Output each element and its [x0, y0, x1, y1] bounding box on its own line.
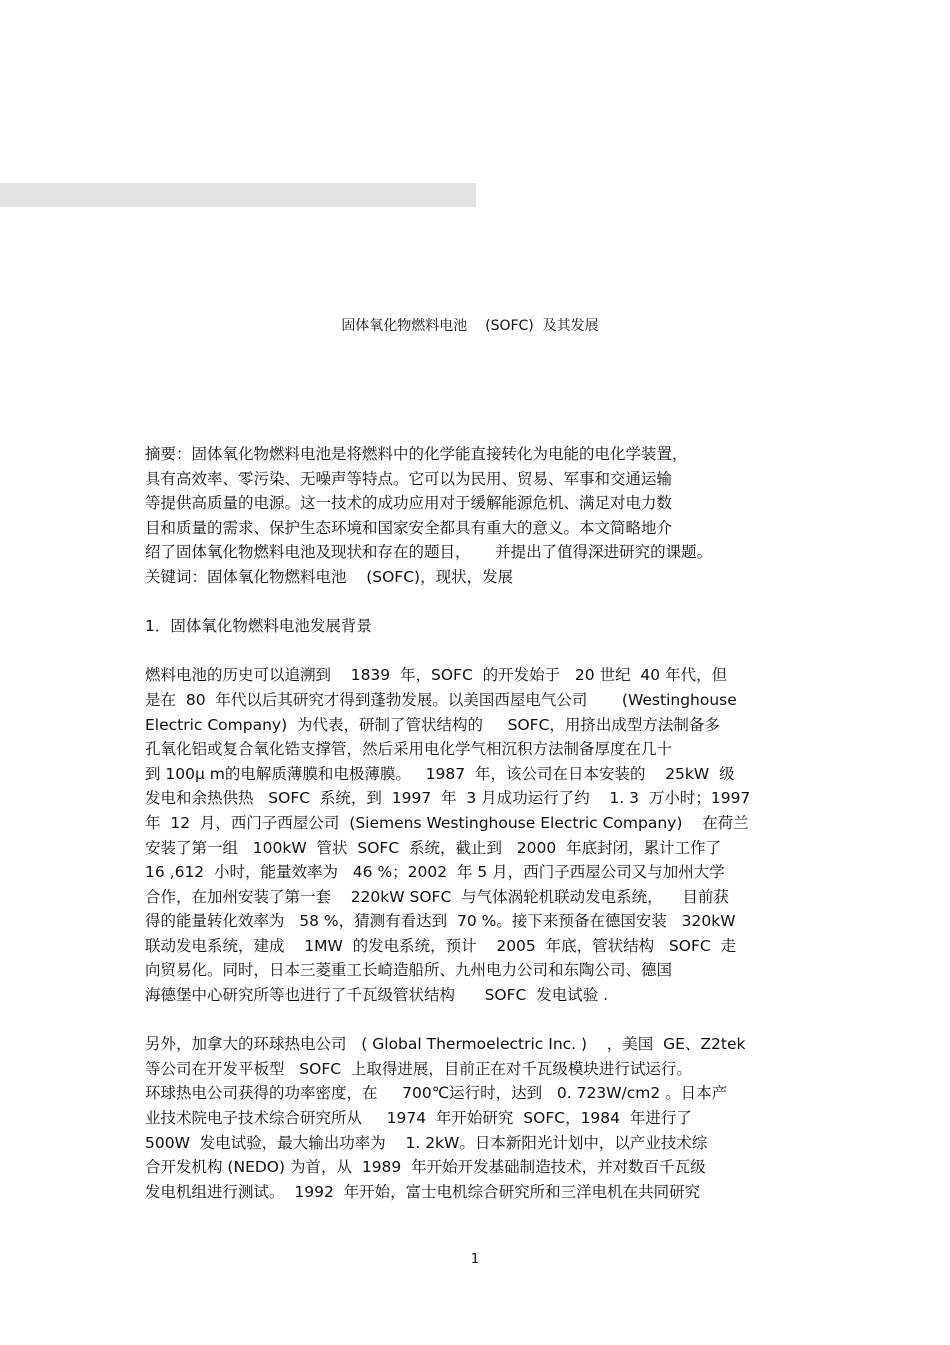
paragraph-planar	[145, 1032, 805, 1204]
paragraph-history	[145, 663, 805, 1007]
paragraph-line: 是在 80 年代以后其研究才得到蓬勃发展。以美国西屋电气公司 (Westinghouse	[145, 690, 737, 709]
spacer	[145, 639, 805, 664]
paragraph-line: 发电机组进行测试。 1992 年开始，富士电机综合研究所和三洋电机在共同研究	[145, 1182, 701, 1201]
paragraph-line: 发电和余热供热 SOFC 系统，到 1997 年 3 月成功运行了约 1. 3 万小时；1997	[145, 789, 751, 808]
paragraph-line: 合作，在加州安装了第一套 220kW SOFC 与气体涡轮机联动发电系统， 目前获	[145, 887, 729, 906]
paragraph-line: 安装了第一组 100kW 管状 SOFC 系统，截止到 2000 年底封闭，累计工作了	[145, 838, 722, 857]
page-number: 1	[470, 1252, 480, 1267]
paragraph-line: 环球热电公司获得的功率密度，在 700℃运行时，达到 0. 723W/cm2 。日本产	[145, 1084, 728, 1103]
paragraph-line: 另外，加拿大的环球热电公司 ( Global Thermoelectric Inc. ) ，美国 GE、Z2tek	[145, 1035, 746, 1054]
header-gray-bar	[0, 183, 476, 207]
paragraph-line: 等公司在开发平板型 SOFC 上取得进展，目前正在对千瓦级模块进行试运行。	[145, 1059, 692, 1078]
paragraph-line: 海德堡中心研究所等也进行了千瓦级管状结构 SOFC 发电试验 .	[145, 986, 609, 1005]
paragraph-line: 燃料电池的历史可以追溯到 1839 年，SOFC 的开发始于 20 世纪 40 年代，但	[145, 666, 728, 685]
paragraph-line: 联动发电系统，建成 1MW 的发电系统，预计 2005 年底，管状结构 SOFC 走	[145, 936, 737, 955]
paragraph-line: 合开发机构 (NEDO) 为首，从 1989 年开始开发基础制造技术，并对数百千瓦级	[145, 1158, 706, 1177]
paragraph-line: 到 100µ m的电解质薄膜和电极薄膜。 1987 年，该公司在日本安装的 25kW 级	[145, 764, 735, 783]
document-title: 固体氧化物燃料电池 (SOFC) 及其发展	[341, 318, 599, 334]
paragraph-line: 向贸易化。同时，日本三菱重工长崎造船所、九州电力公司和东陶公司、德国	[145, 961, 673, 980]
abstract-line: 绍了固体氧化物燃料电池及现状和存在的题目， 并提出了值得深进研究的课题。	[145, 543, 713, 562]
paragraph-line: 得的能量转化效率为 58 %，猜测有看达到 70 %。接下来预备在德国安装 320kW	[145, 912, 736, 931]
abstract-block	[145, 442, 805, 565]
paragraph-line: 业技术院电子技术综合研究所从 1974 年开始研究 SOFC，1984 年进行了	[145, 1109, 692, 1128]
paragraph-line: Electric Company) 为代表，研制了管状结构的 SOFC，用挤出成型方法制备多	[145, 715, 720, 734]
abstract-line: 目和质量的需求、保护生态环境和国家安全都具有重大的意义。本文简略地介	[145, 518, 673, 537]
spacer	[145, 590, 805, 615]
paragraph-line: 孔氧化铝或复合氧化锆支撑管，然后采用电化学气相沉积方法制备厚度在几十	[145, 740, 673, 759]
spacer	[145, 1008, 805, 1033]
section-heading: 1．固体氧化物燃料电池发展背景	[145, 617, 372, 636]
keywords-line: 关键词：固体氧化物燃料电池 (SOFC)，现状，发展	[145, 567, 514, 586]
paragraph-line: 年 12 月，西门子西屋公司 (Siemens Westinghouse Electric Company) 在荷兰	[145, 813, 749, 832]
paragraph-line: 500W 发电试验，最大输出功率为 1. 2kW。日本新阳光计划中，以产业技术综	[145, 1133, 708, 1152]
abstract-line: 等提供高质量的电源。这一技术的成功应用对于缓解能源危机、满足对电力数	[145, 494, 673, 513]
abstract-line: 具有高效率、零污染、无噪声等特点。它可以为民用、贸易、军事和交通运输	[145, 469, 673, 488]
document-body	[145, 442, 805, 1204]
paragraph-line: 16 ,612 小时，能量效率为 46 %；2002 年 5 月，西门子西屋公司又与加州大学	[145, 863, 725, 882]
abstract-line: 摘要：固体氧化物燃料电池是将燃料中的化学能直接转化为电能的电化学装置，	[145, 445, 688, 463]
